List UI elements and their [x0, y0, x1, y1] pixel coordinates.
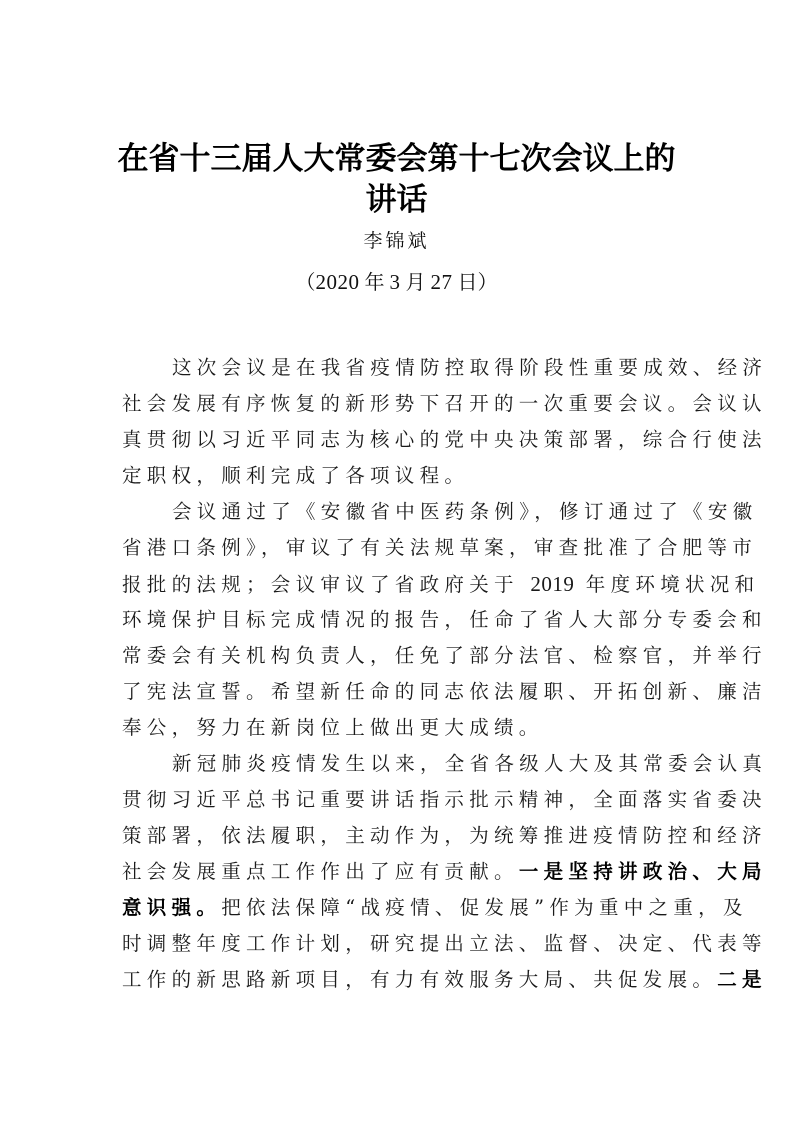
- date-month-unit: 月: [400, 272, 431, 294]
- paragraph-line: 环境保护目标完成情况的报告，任命了省人大部分专委会和: [122, 608, 767, 631]
- paragraph-line: [122, 890, 748, 926]
- bold-heading-point-1: 一是坚持讲政治、大局: [518, 860, 767, 883]
- line-text: 年度环境状况和: [574, 573, 760, 596]
- paragraph-line: 真贯彻以习近平同志为核心的党中央决策部署，综合行使法: [122, 428, 767, 451]
- date-day-unit: 日: [452, 272, 478, 294]
- date-year-unit: 年: [359, 272, 390, 294]
- year-number: 2019: [530, 572, 575, 596]
- line-text: 工作的新思路新项目，有力有效服务大局、共促发展。: [122, 968, 718, 991]
- paragraph-line: 这次会议是在我省疫情防控取得阶段性重要成效、经济: [172, 356, 768, 379]
- paragraph-line: 省港口条例》，审议了有关法规草案，审查批准了合肥等市: [122, 536, 758, 559]
- date-month: 3: [389, 270, 401, 294]
- paragraph-1: [122, 350, 768, 494]
- line-text: 报批的法规；会议审议了省政府关于: [122, 573, 531, 596]
- author-name: 李锦斌: [363, 230, 430, 252]
- paragraph-line: [122, 566, 760, 602]
- date-day: 27: [430, 270, 453, 294]
- document-body: [122, 350, 768, 998]
- paragraph-line: 会议通过了《安徽省中医药条例》，修订通过了《安徽: [172, 500, 758, 523]
- paragraph-line: [122, 962, 767, 998]
- paragraph-line: [122, 854, 767, 890]
- bold-heading-point-1-end: 意识强。: [122, 896, 222, 919]
- speech-date: [0, 267, 793, 298]
- paragraph-line: 常委会有关机构负责人，任免了部分法官、检察官，并举行: [122, 644, 767, 667]
- paragraph-2: [122, 494, 767, 746]
- date-open-paren: （: [295, 272, 316, 294]
- paragraph-line: 贯彻习近平总书记重要讲话指示批示精神，全面落实省委决: [122, 788, 767, 811]
- date-year: 2020: [315, 270, 360, 294]
- document-title-line-1: 在省十三届人大常委会第十七次会议上的: [117, 141, 676, 177]
- date-close-paren: ）: [477, 272, 498, 294]
- paragraph-line: 了宪法宣誓。希望新任命的同志依法履职、开拓创新、廉洁: [122, 680, 767, 703]
- paragraph-line: 定职权，顺利完成了各项议程。: [122, 464, 470, 487]
- paragraph-3: [122, 746, 768, 998]
- paragraph-line: 新冠肺炎疫情发生以来，全省各级人大及其常委会认真: [172, 752, 768, 775]
- line-text: 把依法保障“战疫情、促发展”作为重中之重，及: [221, 896, 748, 919]
- line-text: 社会发展重点工作作出了应有贡献。: [122, 860, 519, 883]
- paragraph-line: 社会发展有序恢复的新形势下召开的一次重要会议。会议认: [122, 392, 767, 415]
- document-title-line-2: 讲话: [365, 182, 428, 218]
- bold-heading-point-2: 二是: [717, 968, 767, 991]
- paragraph-line: 奉公，努力在新岗位上做出更大成绩。: [122, 716, 544, 739]
- paragraph-line: 时调整年度工作计划，研究提出立法、监督、决定、代表等: [122, 932, 767, 955]
- paragraph-line: 策部署，依法履职，主动作为，为统筹推进疫情防控和经济: [122, 824, 767, 847]
